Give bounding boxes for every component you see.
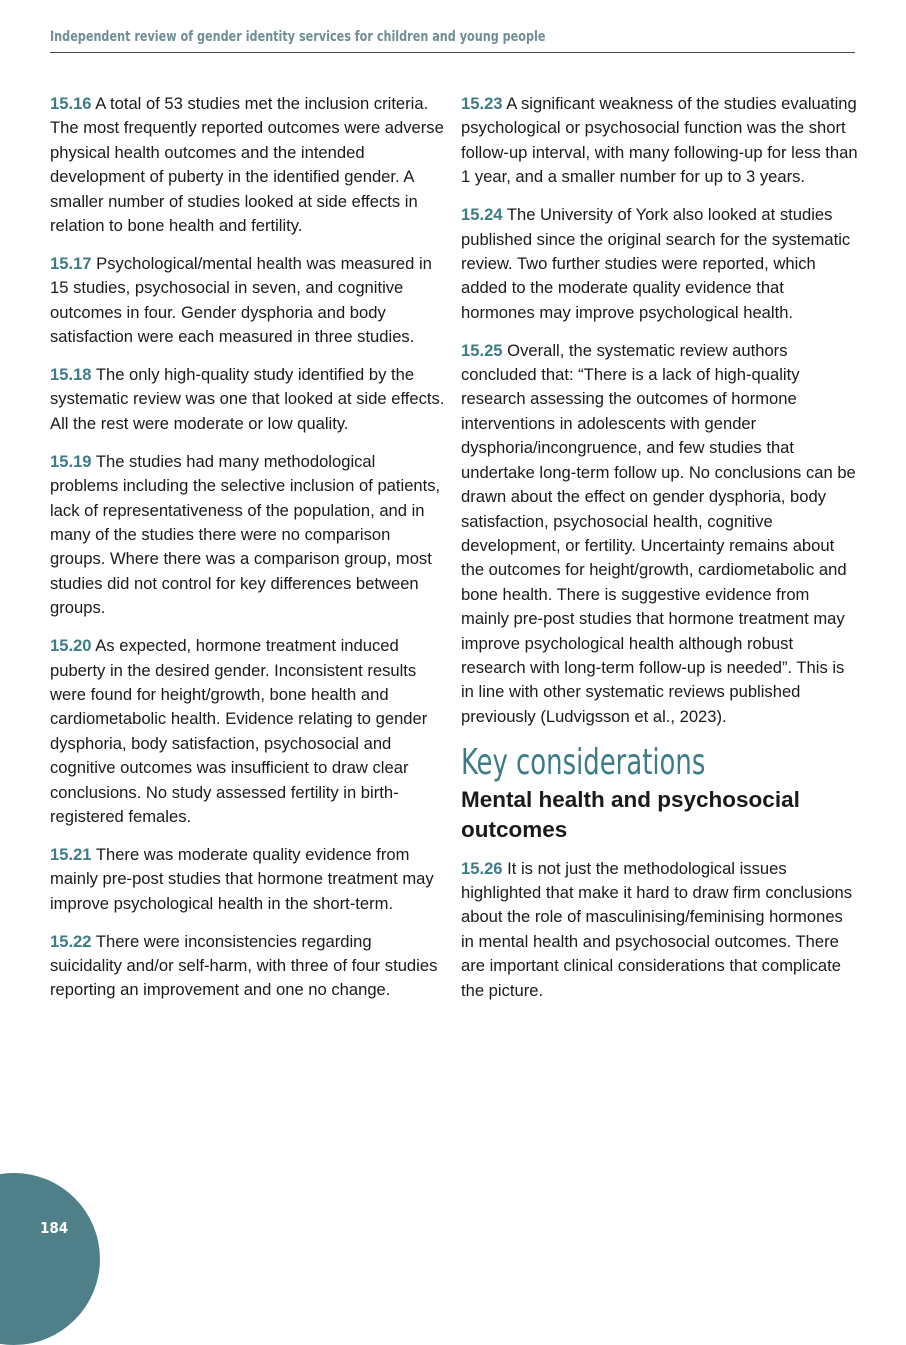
paragraph bbox=[461, 203, 859, 325]
paragraph-text: Overall, the systematic review authors concluded that: “There is a lack of high-quality research assessing the outcomes of hormone interventions in adolescents with gender dysphoria/incongruence, and few studies that undertake long-term follow up. No conclusions can be drawn about the effect on gender dysphoria, body satisfaction, psychosocial health, cognitive development, or fertility. Uncertainty remains about the outcomes for height/growth, cardiometabolic and bone health. There is suggestive evidence from mainly pre-post studies that hormone treatment may improve psychological health although robust research with long-term follow-up is needed”. This is in line with other systematic reviews published previously (Ludvigsson et al., 2023). bbox=[461, 340, 856, 726]
paragraph bbox=[50, 450, 445, 621]
paragraph bbox=[50, 634, 445, 829]
paragraph bbox=[461, 339, 859, 730]
paragraph-text: A total of 53 studies met the inclusion criteria. The most frequently reported outcomes were adverse physical health outcomes and the intended development of puberty in the identified gender. A smaller number of studies looked at side effects in relation to bone health and fertility. bbox=[50, 94, 444, 236]
paragraph bbox=[50, 843, 445, 916]
paragraph-number: 15.24 bbox=[461, 205, 503, 225]
paragraph bbox=[50, 252, 445, 350]
paragraph-text: The University of York also looked at studies published since the original search for the systematic review. Two further studies were reported, which added to the moderate quality evidence that hormones may improve psychological health. bbox=[461, 205, 851, 322]
paragraph bbox=[50, 92, 445, 238]
page-number: 184 bbox=[40, 1219, 69, 1237]
paragraph-number: 15.25 bbox=[461, 340, 503, 360]
paragraph-text: As expected, hormone treatment induced puberty in the desired gender. Inconsistent results were found for height/growth, bone health and cardiometabolic health. Evidence relating to gender dysphoria, body satisfaction, psychosocial and cognitive outcomes was insufficient to draw clear conclusions. No study assessed fertility in birth-registered females. bbox=[50, 636, 428, 826]
paragraph-number: 15.26 bbox=[461, 858, 503, 878]
paragraph-text: There were inconsistencies regarding suicidality and/or self-harm, with three of four studies reporting an improvement and one no change. bbox=[50, 931, 438, 1000]
paragraph-number: 15.19 bbox=[50, 451, 92, 471]
paragraph bbox=[50, 363, 445, 436]
paragraph bbox=[50, 930, 445, 1003]
paragraph-number: 15.17 bbox=[50, 253, 92, 273]
paragraph bbox=[461, 92, 859, 190]
left-column bbox=[50, 92, 445, 1016]
right-column bbox=[461, 92, 859, 1017]
section-heading: Key considerations bbox=[461, 741, 706, 783]
subsection-heading: Mental health and psychosocial outcomes bbox=[461, 786, 800, 842]
header-title: Independent review of gender identity services for children and young people bbox=[50, 29, 546, 45]
page-number-badge bbox=[0, 1173, 100, 1345]
paragraph-number: 15.16 bbox=[50, 94, 92, 113]
paragraph-text: It is not just the methodological issues highlighted that make it hard to draw firm conclusions about the role of masculinising/feminising hormones in mental health and psychosocial outcomes. There are important clinical considerations that complicate the picture. bbox=[461, 858, 853, 1000]
paragraph-text: Psychological/mental health was measured in 15 studies, psychosocial in seven, and cognitive outcomes in four. Gender dysphoria and body satisfaction were each measured in three studies. bbox=[50, 253, 432, 347]
paragraph-text: The only high-quality study identified by the systematic review was one that looked at side effects. All the rest were moderate or low quality. bbox=[50, 365, 445, 433]
paragraph-number: 15.22 bbox=[50, 931, 92, 951]
paragraph-number: 15.20 bbox=[50, 636, 92, 656]
paragraph-number: 15.23 bbox=[461, 94, 503, 113]
paragraph bbox=[461, 857, 859, 1003]
paragraph-text: The studies had many methodological problems including the selective inclusion of patients, lack of representativeness of the population, and in many of the studies there were no comparison groups. Where there was a comparison group, most studies did not control for key differences between groups. bbox=[50, 451, 441, 618]
paragraph-number: 15.21 bbox=[50, 844, 92, 864]
paragraph-text: There was moderate quality evidence from mainly pre-post studies that hormone treatment may improve psychological health in the short-term. bbox=[50, 844, 434, 913]
running-header bbox=[50, 28, 855, 53]
paragraph-number: 15.18 bbox=[50, 365, 92, 385]
paragraph-text: A significant weakness of the studies evaluating psychological or psychosocial function was the short follow-up interval, with many following-up for less than 1 year, and a smaller number for up to 3 years. bbox=[461, 94, 858, 187]
